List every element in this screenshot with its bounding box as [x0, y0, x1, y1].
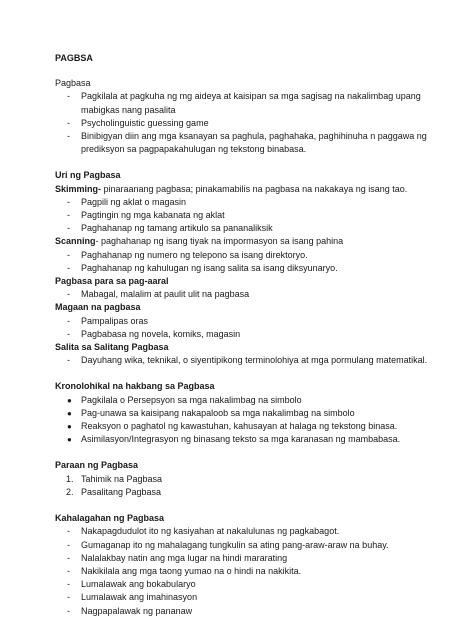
dash-marker: -	[67, 196, 70, 207]
list-item	[55, 354, 444, 367]
dash-marker: -	[67, 315, 70, 326]
dash-marker: -	[67, 552, 70, 563]
list-item	[55, 288, 444, 301]
dash-marker: -	[67, 539, 70, 550]
list-item-text: Psycholinguistic guessing game	[81, 117, 209, 128]
list-item-text: Pagbabasa ng novela, komiks, magasin	[81, 328, 241, 339]
list-item	[55, 486, 444, 499]
list-item	[55, 328, 444, 341]
list-item	[55, 525, 444, 538]
list-item	[55, 222, 444, 235]
list-item	[55, 473, 444, 486]
dash-marker: -	[67, 131, 70, 142]
dash-marker: -	[67, 565, 70, 576]
numbered-list	[55, 473, 444, 499]
salita-heading: Salita sa Salitang Pagbasa	[55, 342, 169, 353]
pagaaral-list	[55, 288, 444, 301]
list-item	[55, 591, 444, 604]
skimming-definition	[55, 183, 444, 196]
list-item	[55, 420, 444, 433]
bullet-marker: ●	[67, 422, 72, 432]
scanning-text: - paghahanap ng isang tiyak na impormasyon sa isang pahina	[95, 236, 344, 247]
list-item	[55, 117, 444, 130]
dash-marker: -	[67, 117, 70, 128]
list-item-text: Pagpili ng aklat o magasin	[81, 196, 187, 207]
bullet-marker: ●	[67, 435, 72, 445]
bullet-marker: ●	[67, 408, 72, 418]
dash-marker: -	[67, 210, 70, 221]
list-item	[55, 262, 444, 275]
list-item-text: Dayuhang wika, teknikal, o siyentipikong terminolohiya at mga pormulang matematikal.	[81, 355, 428, 366]
dash-marker: -	[67, 289, 70, 300]
list-item-text: Pagtingin ng mga kabanata ng aklat	[81, 210, 225, 221]
list-item-text: Reaksyon o paghatol ng kawastuhan, kahusayan at halaga ng tekstong binasa.	[81, 421, 398, 432]
list-item	[55, 130, 444, 156]
section-kronolohikal	[55, 380, 444, 446]
list-item-text: Lumalawak ang imahinasyon	[81, 592, 198, 603]
list-item-text: Nagpapalawak ng pananaw	[81, 605, 193, 616]
list-item-text: Paghahanap ng kahulugan ng isang salita sa isang diksyunaryo.	[81, 262, 338, 273]
section-kahalagahan	[55, 512, 444, 618]
definition-list	[55, 90, 444, 156]
number-marker: 1.	[66, 473, 74, 484]
list-item	[55, 539, 444, 552]
steps-list	[55, 394, 444, 447]
bullet-marker: ●	[67, 395, 72, 405]
list-item	[55, 209, 444, 222]
list-item	[55, 565, 444, 578]
section-uri	[55, 169, 444, 367]
skimming-term: Skimming-	[55, 183, 102, 194]
dash-marker: -	[67, 579, 70, 590]
scanning-definition	[55, 235, 444, 248]
list-item	[55, 605, 444, 618]
list-item-text: Pag-unawa sa kaisipang nakapaloob sa mga nakalimbag na simbolo	[81, 407, 355, 418]
dash-marker: -	[67, 223, 70, 234]
list-item-text: Paghahanap ng numero ng telepono sa isang direktoryo.	[81, 249, 308, 260]
dash-marker: -	[67, 355, 70, 366]
list-item	[55, 578, 444, 591]
list-item-text: Binibigyan diin ang mga ksanayan sa paghula, paghahaka, paghihinuha n paggawa ng prediksyon sa pagpapakahulugan ng tekstong binabasa.	[81, 131, 427, 155]
section-paraan	[55, 459, 444, 499]
pagaaral-heading: Pagbasa para sa pag-aaral	[55, 276, 169, 287]
magaan-list	[55, 315, 444, 341]
scanning-term: Scanning	[55, 236, 96, 247]
list-item-text: Asimilasyon/Integrasyon ng binasang teksto sa mga karanasan ng mambabasa.	[81, 434, 401, 445]
section-pagbasa	[55, 77, 444, 156]
document-title: PAGBSA	[55, 53, 93, 63]
skimming-list	[55, 196, 444, 236]
list-item-text: Tahimik na Pagbasa	[81, 473, 163, 484]
list-item-text: Mabagal, malalim at paulit ulit na pagbasa	[81, 289, 250, 300]
skimming-text: pinaraanang pagbasa; pinakamabilis na pagbasa na nakakaya ng isang tao.	[101, 183, 408, 194]
list-item-text: Nakapagdudulot ito ng kasiyahan at nakalulunas ng pagkabagot.	[81, 526, 340, 537]
list-item-text: Pagkilala at pagkuha ng mg aideya at kaisipan sa mga sagisag na nakalimbag upang mabigkas nang pasalita	[81, 91, 421, 115]
dash-marker: -	[67, 605, 70, 616]
list-item	[55, 394, 444, 407]
section-heading: Paraan ng Pagbasa	[55, 460, 139, 471]
section-heading: Uri ng Pagbasa	[55, 170, 121, 181]
section-heading: Kronolohikal na hakbang sa Pagbasa	[55, 381, 215, 392]
dash-marker: -	[67, 262, 70, 273]
salita-list	[55, 354, 444, 367]
section-heading: Kahalagahan ng Pagbasa	[55, 513, 165, 524]
dash-marker: -	[67, 592, 70, 603]
dash-marker: -	[67, 328, 70, 339]
magaan-heading: Magaan na pagbasa	[55, 302, 141, 313]
list-item	[55, 407, 444, 420]
list-item	[55, 552, 444, 565]
list-item	[55, 249, 444, 262]
list-item	[55, 196, 444, 209]
list-item-text: Nakikilala ang mga taong yumao na o hindi na nakikita.	[81, 565, 302, 576]
list-item	[55, 90, 444, 116]
list-item-text: Nalalakbay natin ang mga lugar na hindi mararating	[81, 552, 288, 563]
list-item-text: Pampalipas oras	[81, 315, 149, 326]
number-marker: 2.	[66, 486, 74, 497]
dash-marker: -	[67, 526, 70, 537]
dash-marker: -	[67, 249, 70, 260]
section-heading: Pagbasa	[55, 78, 91, 89]
list-item-text: Paghahanap ng tamang artikulo sa pananaliksik	[81, 223, 273, 234]
importance-list	[55, 525, 444, 617]
list-item-text: Gumaganap ito ng mahalagang tungkulin sa ating pang-araw-araw na buhay.	[81, 539, 389, 550]
list-item	[55, 433, 444, 446]
list-item-text: Pasalitang Pagbasa	[81, 486, 162, 497]
list-item-text: Pagkilala o Persepsyon sa mga nakalimbag na simbolo	[81, 394, 302, 405]
list-item	[55, 315, 444, 328]
list-item-text: Lumalawak ang bokabularyo	[81, 579, 196, 590]
dash-marker: -	[67, 91, 70, 102]
scanning-list	[55, 249, 444, 275]
